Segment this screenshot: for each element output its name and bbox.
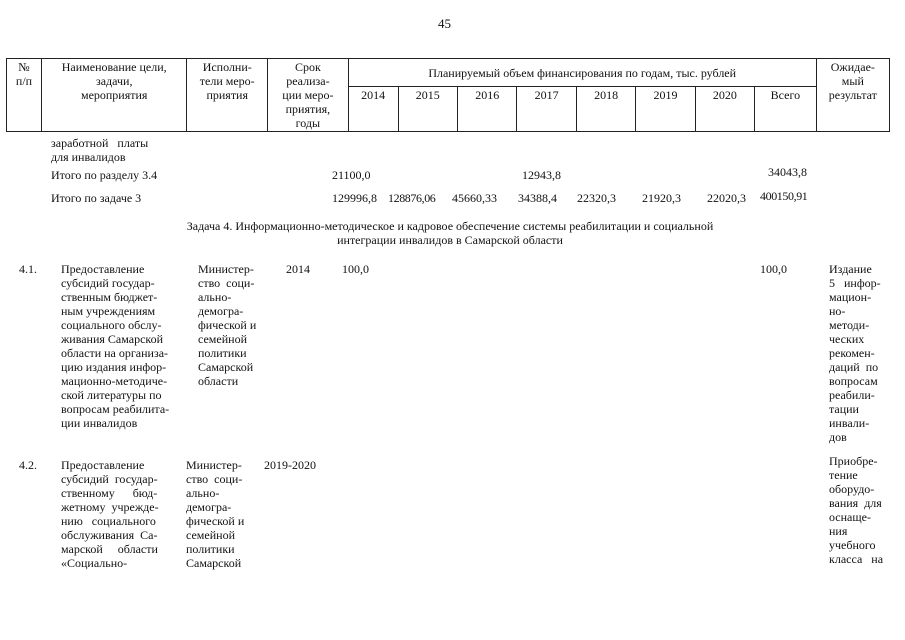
row-42-name: Предоставление субсидий государ- ственному бюд- жетному учрежде- нию социального обслуживания Са- марской области «Социально- bbox=[61, 458, 159, 570]
header-year-2014: 2014 bbox=[348, 87, 398, 132]
header-number: № п/п bbox=[7, 59, 42, 132]
total-task-2014: 129996,8 bbox=[332, 191, 377, 205]
total-task-2019: 21920,3 bbox=[642, 191, 681, 205]
header-funding: Планируемый объем финансирования по годам, тыс. рублей bbox=[348, 59, 816, 87]
total-task-2020: 22020,3 bbox=[707, 191, 746, 205]
row-41-name: Предоставление субсидий государ- ственным бюджет- ным учреждениям социального обслу- живания Самарской области на организа- цию издания инфор- мационно-методиче- ской литературы по вопросам реабилита- ции инвалидов bbox=[61, 262, 170, 430]
total-task-2017: 34388,4 bbox=[518, 191, 557, 205]
row-42-term: 2019-2020 bbox=[264, 458, 316, 472]
header-year-2019: 2019 bbox=[636, 87, 695, 132]
header-year-2016: 2016 bbox=[458, 87, 517, 132]
row-41-result: Издание 5 инфор- мацион- но- методи- ческих рекомен- даций по вопросам реабили- тации инвали- дов bbox=[829, 262, 881, 444]
header-year-2017: 2017 bbox=[517, 87, 576, 132]
total-section-2014: 21100,0 bbox=[332, 168, 371, 182]
row-42-result: Приобре- тение оборудо- вания для оснаще- ния учебного класса на bbox=[829, 454, 884, 566]
row-41-term: 2014 bbox=[286, 262, 310, 276]
total-task-2016: 45660,33 bbox=[452, 191, 497, 205]
header-name: Наименование цели, задачи, мероприятия bbox=[42, 59, 187, 132]
row-42-number: 4.2. bbox=[19, 458, 37, 472]
header-year-2020: 2020 bbox=[695, 87, 754, 132]
header-result: Ожидае- мый результат bbox=[816, 59, 889, 132]
row-41-2014: 100,0 bbox=[342, 262, 369, 276]
row-41-number: 4.1. bbox=[19, 262, 37, 276]
header-year-2018: 2018 bbox=[576, 87, 635, 132]
row-41-total: 100,0 bbox=[760, 262, 787, 276]
page-number: 45 bbox=[438, 16, 451, 31]
total-section-2017: 12943,8 bbox=[522, 168, 561, 182]
total-section-total: 34043,8 bbox=[768, 165, 807, 179]
task4-title: Задача 4. Информационно-методическое и кадровое обеспечение системы реабилитации и социальной интеграции инвалидов в Самарской области bbox=[186, 219, 714, 247]
header-year-total: Всего bbox=[755, 87, 817, 132]
header-term: Срок реализа- ции меро- приятия, годы bbox=[268, 59, 349, 132]
table-header bbox=[6, 58, 890, 132]
continuation-text: заработной платы для инвалидов bbox=[51, 136, 149, 164]
row-41-executor: Министер- ство соци- ально- демогра- фической и семейной политики Самарской области bbox=[198, 262, 257, 388]
total-task-label: Итого по задаче 3 bbox=[51, 191, 142, 205]
total-task-2015: 128876,06 bbox=[388, 191, 436, 205]
total-task-total: 400150,91 bbox=[760, 189, 808, 203]
header-executors: Исполни- тели меро- приятия bbox=[187, 59, 268, 132]
row-42-executor: Министер- ство соци- ально- демогра- фической и семейной политики Самарской bbox=[186, 458, 245, 570]
total-section-label: Итого по разделу 3.4 bbox=[51, 168, 158, 182]
total-task-2018: 22320,3 bbox=[577, 191, 616, 205]
header-year-2015: 2015 bbox=[398, 87, 457, 132]
